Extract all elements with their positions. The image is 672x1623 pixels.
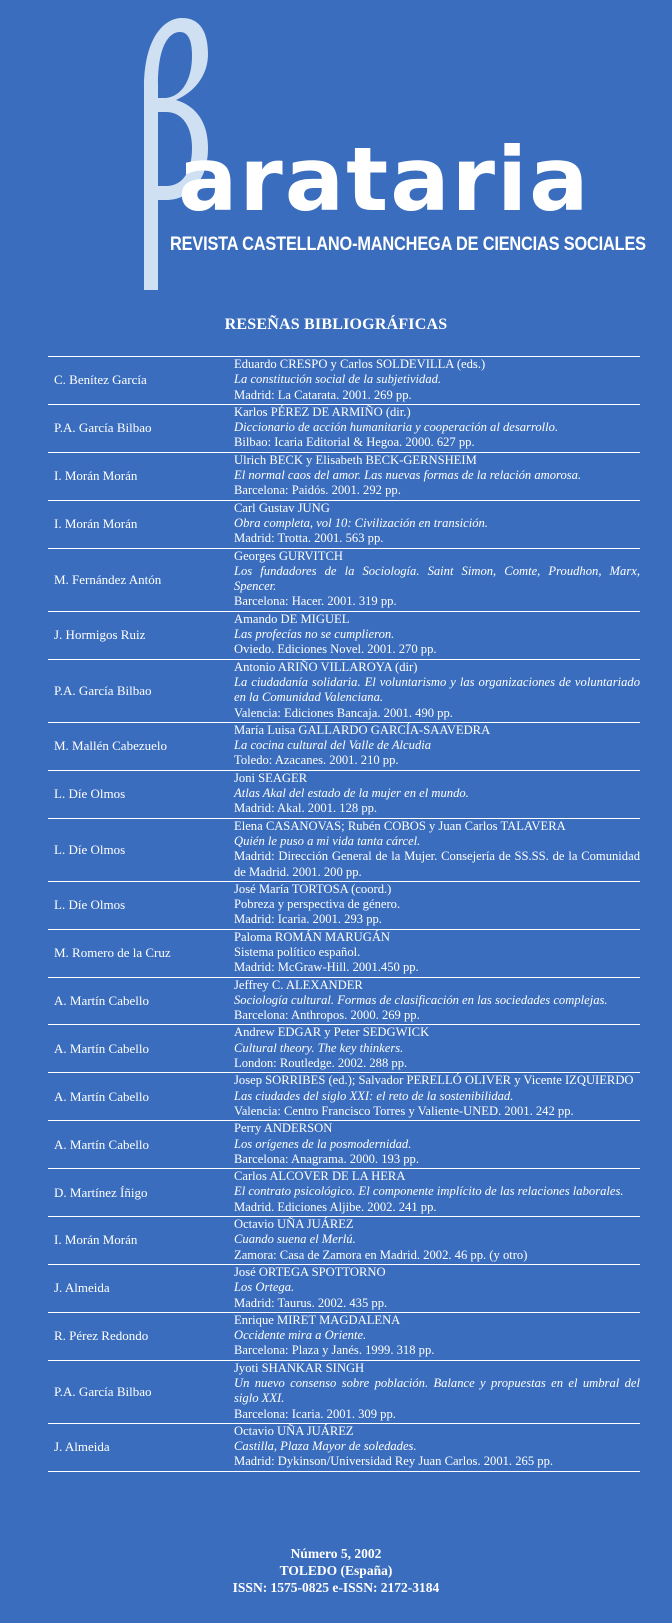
book-title: El contrato psicológico. El componente implícito de las relaciones laborales. <box>234 1184 624 1199</box>
book-author: María Luisa GALLARDO GARCÍA-SAAVEDRA <box>234 722 491 737</box>
book-details <box>234 357 640 404</box>
reviewer-name: L. Díe Olmos <box>54 786 126 802</box>
book-details <box>234 771 640 818</box>
reviewer-name: R. Pérez Redondo <box>54 1328 149 1344</box>
reviewer-name: P.A. García Bilbao <box>54 420 152 436</box>
reviewer-name: J. Hormigos Ruiz <box>54 627 146 643</box>
reviewer-name: L. Díe Olmos <box>54 841 126 857</box>
reviewer-name: P.A. García Bilbao <box>54 1383 152 1399</box>
book-details <box>234 549 640 611</box>
logo-subtitle: REVISTA CASTELLANO-MANCHEGA DE CIENCIAS SOCIALES <box>170 234 646 255</box>
book-author: Enrique MIRET MAGDALENA <box>234 1312 401 1327</box>
book-details <box>234 453 640 500</box>
book-details <box>234 612 640 659</box>
reviews-table <box>48 356 640 1472</box>
review-row <box>48 1264 640 1312</box>
book-author: Paloma ROMÁN MARUGÁN <box>234 929 391 944</box>
book-title: Los Ortega. <box>234 1280 295 1295</box>
book-title: Los fundadores de la Sociología. Saint Simon, Comte, Proudhon, Marx, Spencer. <box>234 563 640 594</box>
book-author: Carlos ALCOVER DE LA HERA <box>234 1169 406 1184</box>
book-author: Joni SEAGER <box>234 770 308 785</box>
review-row <box>48 548 640 611</box>
review-row <box>48 929 640 977</box>
book-author: José ORTEGA SPOTTORNO <box>234 1264 386 1279</box>
book-publication: Madrid: Akal. 2001. 128 pp. <box>234 801 378 816</box>
review-row <box>48 1024 640 1072</box>
reviewer-name: M. Mallén Cabezuelo <box>54 738 167 754</box>
review-row <box>48 881 640 929</box>
book-author: Eduardo CRESPO y Carlos SOLDEVILLA (eds.) <box>234 357 486 371</box>
book-author: Carl Gustav JUNG <box>234 500 330 515</box>
book-publication: Madrid: Icaria. 2001. 293 pp. <box>234 912 382 927</box>
book-author: Jeffrey C. ALEXANDER <box>234 977 363 992</box>
book-author: Karlos PÉREZ DE ARMIÑO (dir.) <box>234 404 411 419</box>
review-row <box>48 1360 640 1423</box>
book-details <box>234 1025 640 1072</box>
book-details <box>234 1073 640 1120</box>
issue-number: Número 5, 2002 <box>290 1546 382 1561</box>
book-title: La constitución social de la subjetividad. <box>234 372 442 387</box>
book-author: Antonio ARIÑO VILLAROYA (dir) <box>234 659 418 674</box>
book-publication: Barcelona: Hacer. 2001. 319 pp. <box>234 594 397 609</box>
review-row <box>48 1312 640 1360</box>
logo-wordmark: arataria <box>178 128 591 231</box>
book-title: El normal caos del amor. Las nuevas formas de la relación amorosa. <box>234 468 582 483</box>
book-details <box>234 930 640 977</box>
book-title: Las ciudades del siglo XXI: el reto de la sostenibilidad. <box>234 1088 514 1103</box>
publication-place: TOLEDO (España) <box>279 1563 393 1578</box>
book-author: Perry ANDERSON <box>234 1121 333 1136</box>
book-title: Occidente mira a Oriente. <box>234 1328 367 1343</box>
book-publication: Barcelona: Plaza y Janés. 1999. 318 pp. <box>234 1343 435 1358</box>
reviewer-name: L. Díe Olmos <box>54 897 126 913</box>
book-details <box>234 1217 640 1264</box>
reviewer-name: P.A. García Bilbao <box>54 682 152 698</box>
review-row <box>48 722 640 770</box>
review-row <box>48 1216 640 1264</box>
book-title: Atlas Akal del estado de la mujer en el mundo. <box>234 786 469 801</box>
book-publication: Zamora: Casa de Zamora en Madrid. 2002. 46 pp. (y otro) <box>234 1247 528 1262</box>
book-details <box>234 978 640 1025</box>
book-details <box>234 1265 640 1312</box>
review-row <box>48 1072 640 1120</box>
issn: ISSN: 1575-0825 e-ISSN: 2172-3184 <box>232 1580 440 1595</box>
book-author: Amando DE MIGUEL <box>234 611 350 626</box>
review-row <box>48 818 640 881</box>
book-details <box>234 882 640 929</box>
review-row <box>48 452 640 500</box>
book-author: Georges GURVITCH <box>234 548 343 563</box>
reviewer-name: A. Martín Cabello <box>54 1040 149 1056</box>
book-publication: Barcelona: Icaria. 2001. 309 pp. <box>234 1406 396 1421</box>
reviewer-name: J. Almeida <box>54 1280 110 1296</box>
review-row <box>48 500 640 548</box>
book-title: Castilla, Plaza Mayor de soledades. <box>234 1439 417 1454</box>
book-title: Las profecías no se cumplieron. <box>234 627 395 642</box>
reviewer-name: I. Morán Morán <box>54 516 138 532</box>
book-title: Sistema político español. <box>234 944 361 959</box>
book-publication: Oviedo. Ediciones Novel. 2001. 270 pp. <box>234 642 437 657</box>
book-details <box>234 1121 640 1168</box>
book-publication: Toledo: Azacanes. 2001. 210 pp. <box>234 753 399 768</box>
reviewer-name: C. Benítez García <box>54 372 147 388</box>
reviewer-name: M. Fernández Antón <box>54 571 162 587</box>
book-details <box>234 1361 640 1423</box>
book-title: Obra completa, vol 10: Civilización en transición. <box>234 515 488 530</box>
book-title: Cuando suena el Merlú. <box>234 1232 356 1247</box>
review-row <box>48 611 640 659</box>
book-author: Josep SORRIBES (ed.); Salvador PERELLÓ OLIVER y Vicente IZQUIERDO <box>234 1073 634 1088</box>
book-details <box>234 1169 640 1216</box>
review-row <box>48 404 640 452</box>
book-title: Un nuevo consenso sobre población. Balance y propuestas en el umbral del siglo XXI. <box>234 1376 640 1406</box>
book-title: Quién le puso a mi vida tanta cárcel. <box>234 833 421 848</box>
review-row <box>48 770 640 818</box>
book-publication: Madrid: Taurus. 2002. 435 pp. <box>234 1295 388 1310</box>
book-title: Pobreza y perspectiva de género. <box>234 897 401 912</box>
book-publication: Bilbao: Icaria Editorial & Hegoa. 2000. 627 pp. <box>234 435 475 450</box>
book-author: Octavio UÑA JUÁREZ <box>234 1423 354 1438</box>
book-title: La ciudadanía solidaria. El voluntarismo y las organizaciones de voluntariado en la Comunidad Valenciana. <box>234 674 640 705</box>
book-details <box>234 819 640 881</box>
book-title: Cultural theory. The key thinkers. <box>234 1040 404 1055</box>
footer <box>0 1545 672 1596</box>
book-publication: London: Routledge. 2002. 288 pp. <box>234 1056 408 1071</box>
book-title: Sociología cultural. Formas de clasificación en las sociedades complejas. <box>234 992 608 1007</box>
book-publication: Valencia: Ediciones Bancaja. 2001. 490 pp. <box>234 705 453 720</box>
book-author: Andrew EDGAR y Peter SEDGWICK <box>234 1025 430 1040</box>
book-publication: Madrid: McGraw-Hill. 2001.450 pp. <box>234 960 419 975</box>
book-publication: Barcelona: Anthropos. 2000. 269 pp. <box>234 1008 420 1023</box>
book-publication: Madrid: La Catarata. 2001. 269 pp. <box>234 387 412 402</box>
book-title: La cocina cultural del Valle de Alcudia <box>234 738 432 753</box>
review-row <box>48 1168 640 1216</box>
journal-logo <box>120 18 646 296</box>
book-title: Diccionario de acción humanitaria y cooperación al desarrollo. <box>234 420 559 435</box>
reviewer-name: A. Martín Cabello <box>54 993 149 1009</box>
review-row <box>48 659 640 722</box>
book-publication: Valencia: Centro Francisco Torres y Valiente-UNED. 2001. 242 pp. <box>234 1103 574 1118</box>
reviewer-name: A. Martín Cabello <box>54 1088 149 1104</box>
book-author: Octavio UÑA JUÁREZ <box>234 1217 354 1232</box>
review-row <box>48 977 640 1025</box>
book-title: Los orígenes de la posmodernidad. <box>234 1136 412 1151</box>
book-publication: Madrid. Ediciones Aljibe. 2002. 241 pp. <box>234 1199 437 1214</box>
reviewer-name: A. Martín Cabello <box>54 1136 149 1152</box>
book-details <box>234 1313 640 1360</box>
reviewer-name: J. Almeida <box>54 1439 110 1455</box>
book-details <box>234 723 640 770</box>
book-author: Elena CASANOVAS; Rubén COBOS y Juan Carlos TALAVERA <box>234 818 566 833</box>
book-author: Jyoti SHANKAR SINGH <box>234 1360 365 1375</box>
book-details <box>234 660 640 722</box>
book-author: José María TORTOSA (coord.) <box>234 881 392 896</box>
reviewer-name: I. Morán Morán <box>54 468 138 484</box>
reviewer-name: M. Romero de la Cruz <box>54 945 171 961</box>
book-details <box>234 405 640 452</box>
review-row <box>48 1120 640 1168</box>
book-author: Ulrich BECK y Elisabeth BECK-GERNSHEIM <box>234 452 477 467</box>
review-row <box>48 1423 640 1472</box>
section-title: RESEÑAS BIBLIOGRÁFICAS <box>224 316 448 333</box>
book-publication: Barcelona: Paidós. 2001. 292 pp. <box>234 483 401 498</box>
book-publication: Barcelona: Anagrama. 2000. 193 pp. <box>234 1151 420 1166</box>
review-row <box>48 356 640 404</box>
reviewer-name: I. Morán Morán <box>54 1232 138 1248</box>
book-publication: Madrid: Dirección General de la Mujer. Consejería de SS.SS. de la Comunidad de Madrid. 2001. 200 pp. <box>234 849 640 879</box>
book-publication: Madrid: Trotta. 2001. 563 pp. <box>234 531 384 546</box>
book-publication: Madrid: Dykinson/Universidad Rey Juan Carlos. 2001. 265 pp. <box>234 1454 554 1469</box>
book-details <box>234 501 640 548</box>
book-details <box>234 1424 640 1471</box>
reviewer-name: D. Martínez Íñigo <box>54 1184 148 1200</box>
